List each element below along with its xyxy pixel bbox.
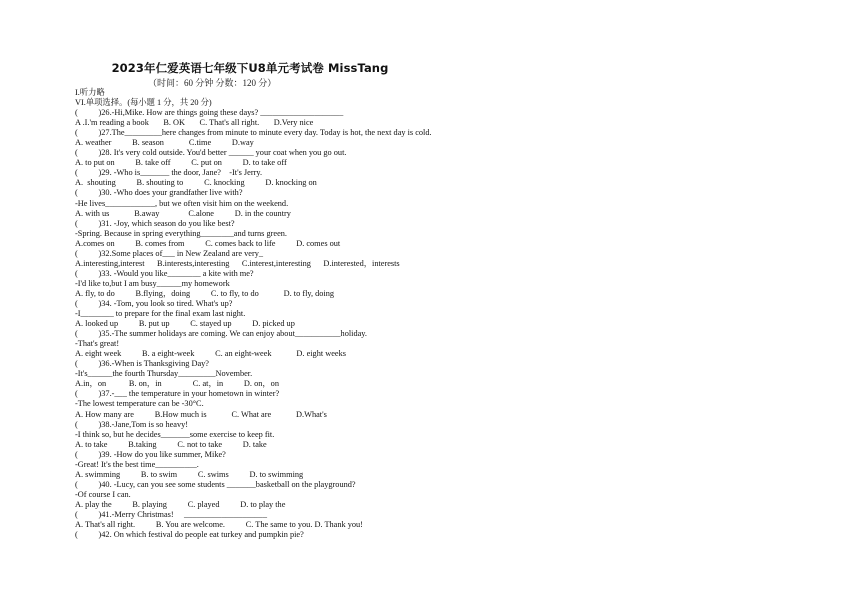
exam-line: ( )30. -Who does your grandfather live with?: [75, 188, 243, 198]
exam-line: -That's great!: [75, 339, 120, 349]
exam-line: I.听力略: [75, 88, 105, 97]
exam-line: ( )36.-When is Thanksgiving Day?: [75, 359, 209, 369]
exam-line: VI.单项选择。(每小题 1 分，共 20 分): [75, 98, 212, 108]
exam-line: ( )26.-Hi,Mike. How are things going these days? ____________________: [75, 108, 344, 118]
exam-line: ( )40. -Lucy, can you see some students _______basketball on the playground?: [75, 479, 356, 489]
exam-line: A. to take B.taking C. not to take D. take: [75, 439, 267, 449]
exam-subtitle: （时间：60 分钟 分数：120 分）: [148, 78, 277, 88]
exam-line: A. shouting B. shouting to C. knocking D. knocking on: [75, 178, 317, 188]
exam-line: -I'd like to,but I am busy______my homework: [75, 278, 230, 288]
exam-line: ( )31. -Joy, which season do you like best?: [75, 218, 235, 228]
exam-line: ( )27.The_________here changes from minute to minute every day. Today is hot, the next day is cold.: [75, 128, 432, 138]
exam-line: A. looked up B. put up C. stayed up D. picked up: [75, 319, 295, 329]
exam-line: ( )38.-Jane,Tom is so heavy!: [75, 419, 189, 429]
exam-title: 2023年仁爱英语七年级下U8单元考试卷 MissTang: [111, 61, 389, 75]
exam-line: -I________ to prepare for the final exam last night.: [75, 309, 246, 319]
exam-line: A. That's all right. B. You are welcome. C. The same to you. D. Thank you!: [75, 520, 363, 530]
exam-line: ( )42. On which festival do people eat turkey and pumpkin pie?: [75, 530, 304, 540]
exam-line: A. fly, to do B.flying，doing C. to fly, to do D. to fly, doing: [75, 288, 335, 298]
exam-line: A. weather B. season C.time D.way: [75, 138, 254, 148]
exam-line: A. eight week B. a eight-week C. an eight-week D. eight weeks: [75, 349, 346, 359]
exam-line: ( )32.Some places of___ in New Zealand are very_: [75, 248, 264, 258]
exam-line: -He lives____________, but we often visit him on the weekend.: [75, 198, 289, 208]
exam-line: ( )35.-The summer holidays are coming. We can enjoy about___________holiday.: [75, 329, 367, 339]
exam-line: -It's______the fourth Thursday_________November.: [75, 369, 253, 379]
exam-line: A .I.'m reading a book B. OK C. That's all right. D.Very nice: [75, 118, 314, 128]
exam-line: A. with us B.away C.alone D. in the country: [75, 208, 291, 218]
exam-line: A.comes on B. comes from C. comes back to life D. comes out: [75, 238, 341, 248]
exam-line: ( )33. -Would you like________ a kite with me?: [75, 268, 254, 278]
exam-line: -The lowest temperature can be -30°C.: [75, 399, 204, 409]
exam-line: ( )41.-Merry Christmas! ____________________: [75, 509, 267, 519]
exam-line: ( )34. -Tom, you look so tired. What's up?: [75, 298, 233, 308]
exam-line: -Spring. Because in spring everything________and turns green.: [75, 228, 287, 238]
exam-body: [75, 88, 555, 540]
exam-line: A. play the B. playing C. played D. to play the: [75, 499, 286, 509]
exam-line: A. to put on B. take off C. put on D. to take off: [75, 158, 287, 168]
exam-line: ( )28. It's very cold outside. You'd better ______ your coat when you go out.: [75, 148, 347, 158]
exam-line: A. How many are B.How much is C. What are D.What's: [75, 409, 327, 419]
exam-line: ( )39. -How do you like summer, Mike?: [75, 449, 226, 459]
exam-line: A.interesting,interest B.interests,interesting C.interest,interesting D.interested，interests: [75, 258, 400, 268]
exam-line: A.in，on B. on，in C. at，in D. on，on: [75, 379, 279, 389]
exam-line: -Great! It's the best time__________.: [75, 459, 199, 469]
exam-line: ( )37.-___ the temperature in your hometown in winter?: [75, 389, 280, 399]
exam-line: -I think so, but he decides_______some exercise to keep fit.: [75, 429, 275, 439]
exam-line: -Of course I can.: [75, 489, 131, 499]
exam-line: A. swimming B. to swim C. swims D. to swimming: [75, 469, 304, 479]
exam-line: ( )29. -Who is_______ the door, Jane? -It's Jerry.: [75, 168, 263, 178]
